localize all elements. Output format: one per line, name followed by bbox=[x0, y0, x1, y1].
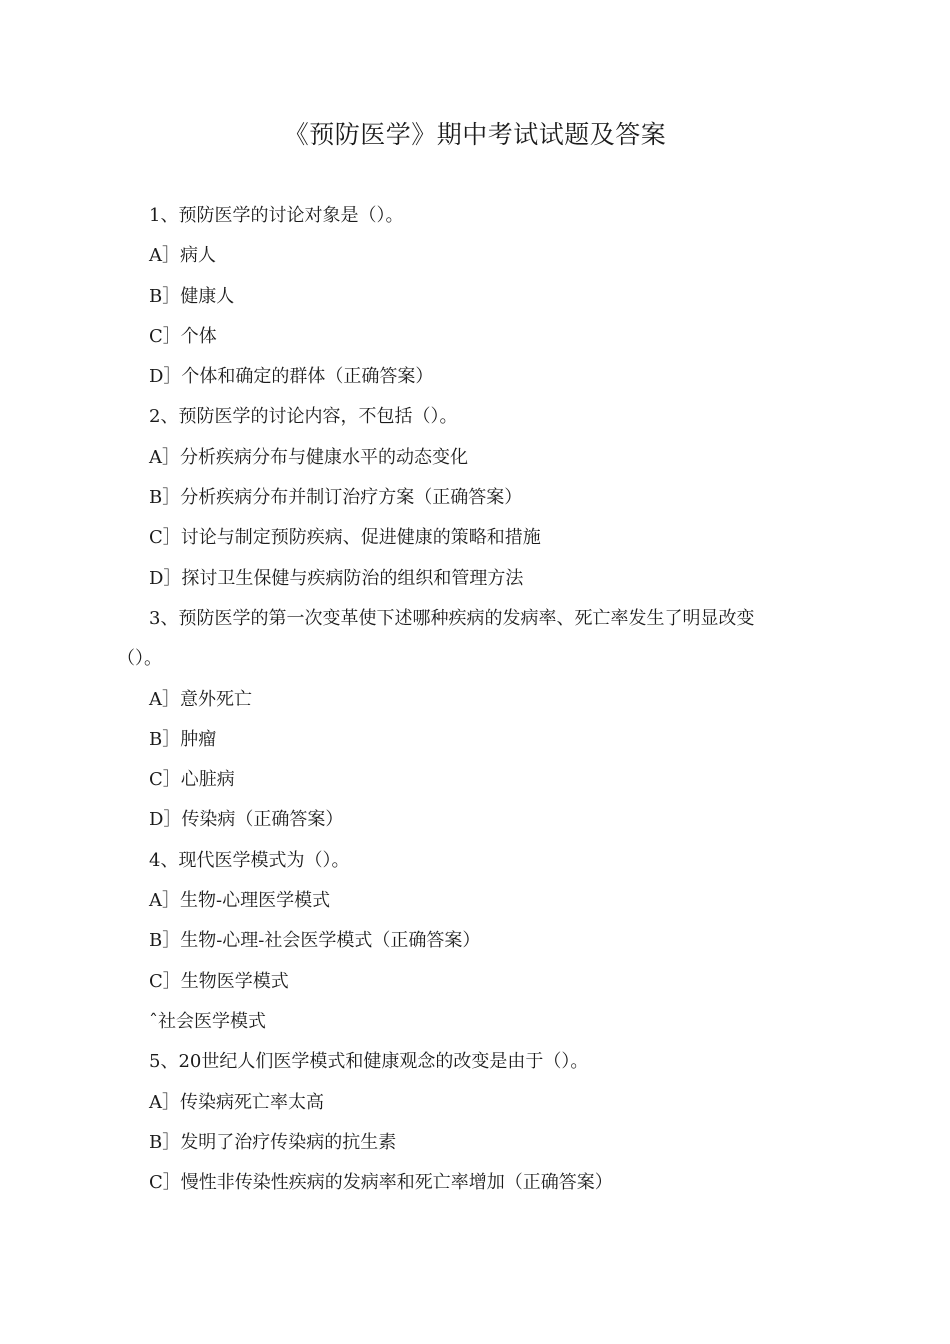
text-line: C］慢性非传染性疾病的发病率和死亡率增加（正确答案） bbox=[149, 1172, 613, 1194]
text-line: B］发明了治疗传染病的抗生素 bbox=[149, 1131, 397, 1153]
text-line: A］分析疾病分布与健康水平的动态变化 bbox=[149, 446, 468, 468]
text-line: D］探讨卫生保健与疾病防治的组织和管理方法 bbox=[149, 567, 524, 589]
text-line: 1、预防医学的讨论对象是（）。 bbox=[149, 205, 404, 226]
text-line: （）。 bbox=[117, 648, 162, 670]
text-line: A］传染病死亡率太高 bbox=[149, 1091, 324, 1113]
text-line: C］讨论与制定预防疾病、促进健康的策略和措施 bbox=[149, 527, 541, 549]
text-line: 5、20世纪人们医学模式和健康观念的改变是由于（）。 bbox=[149, 1051, 589, 1073]
text-line: C］个体 bbox=[149, 325, 217, 347]
text-line: A］生物-心理医学模式 bbox=[149, 890, 331, 912]
text-line: ˆ社会医学模式 bbox=[149, 1010, 266, 1032]
text-line: A］病人 bbox=[149, 245, 216, 267]
text-line: 3、预防医学的第一次变革使下述哪种疾病的发病率、死亡率发生了明显改变 bbox=[149, 607, 755, 629]
document-title: 《预防医学》期中考试试题及答案 bbox=[283, 120, 667, 149]
text-line: 2、预防医学的讨论内容，不包括（）。 bbox=[149, 406, 458, 428]
text-line: A］意外死亡 bbox=[149, 688, 252, 710]
text-line: D］个体和确定的群体（正确答案） bbox=[149, 366, 434, 388]
text-line: C］生物医学模式 bbox=[149, 970, 289, 992]
text-line: D］传染病（正确答案） bbox=[149, 809, 344, 831]
text-line: C］心脏病 bbox=[149, 769, 235, 791]
text-line: B］生物-心理-社会医学模式（正确答案） bbox=[149, 930, 481, 952]
document-body bbox=[117, 196, 807, 1203]
text-line: B］分析疾病分布并制订治疗方案（正确答案） bbox=[149, 487, 523, 509]
text-line: B］健康人 bbox=[149, 285, 235, 307]
text-line: 4、现代医学模式为（）。 bbox=[149, 849, 350, 871]
text-line: B］肿瘤 bbox=[149, 728, 217, 750]
